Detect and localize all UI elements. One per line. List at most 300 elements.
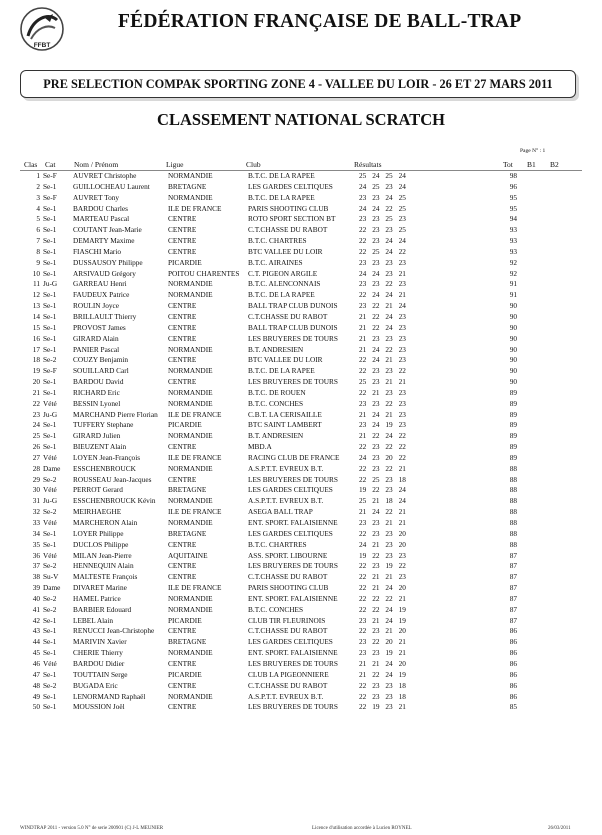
cell-s2: 22	[372, 550, 380, 560]
cell-s2: 24	[372, 507, 380, 517]
table-row	[20, 551, 530, 562]
cell-tot: 86	[509, 680, 518, 690]
cell-s3: 23	[385, 539, 393, 549]
cell-rank: 40	[32, 593, 40, 603]
table-row	[20, 507, 530, 518]
cell-s1: 22	[359, 366, 367, 376]
ranking-title: CLASSEMENT NATIONAL SCRATCH	[157, 110, 445, 129]
cell-s1: 23	[359, 648, 367, 658]
cell-s2: 21	[372, 496, 380, 506]
cell-s2: 24	[372, 409, 380, 419]
cell-s3: 24	[385, 192, 393, 202]
header-ligue: Ligue	[166, 160, 184, 169]
cell-rank: 44	[32, 637, 40, 647]
cell-s2: 24	[372, 171, 380, 180]
cell-name: MEIRHAEGHE	[73, 507, 122, 517]
cell-club: B.T.C. CHARTRES	[248, 539, 307, 549]
cell-cat: Se-1	[43, 181, 57, 191]
cell-s4: 23	[398, 387, 406, 397]
cell-s2: 25	[372, 246, 380, 256]
cell-name: DUCLOS Philippe	[73, 539, 129, 549]
cell-spacer	[412, 659, 510, 670]
cell-rank: 11	[32, 279, 40, 289]
cell-ligue: CENTRE	[168, 355, 197, 365]
cell-s4: 22	[398, 561, 406, 571]
cell-s1: 24	[359, 539, 367, 549]
cell-s2: 24	[372, 268, 380, 278]
cell-cat: Se-1	[43, 301, 57, 311]
cell-club: LES BRUYERES DE TOURS	[248, 333, 338, 343]
cell-tot: 87	[509, 561, 518, 571]
cell-s3: 20	[385, 452, 393, 462]
cell-name: BUGADA Eric	[73, 680, 118, 690]
cell-rank: 30	[32, 485, 40, 495]
cell-tot: 95	[509, 192, 518, 202]
cell-club: ENT. SPORT. FALAISIENNE	[248, 648, 338, 658]
cell-s4: 23	[398, 398, 406, 408]
cell-name: TUFFERY Stephane	[73, 420, 134, 430]
cell-s4: 21	[398, 268, 406, 278]
cell-cat: Se-F	[43, 171, 57, 180]
cell-s3: 23	[385, 680, 393, 690]
cell-rank: 36	[32, 550, 40, 560]
cell-cat: Vété	[43, 518, 57, 527]
cell-s3: 21	[385, 572, 393, 582]
cell-rank: 22	[32, 398, 40, 408]
cell-s4: 24	[398, 171, 406, 180]
federation-title: FÉDÉRATION FRANÇAISE DE BALL-TRAP	[118, 11, 522, 32]
cell-s1: 19	[359, 485, 367, 495]
cell-cat: Se-1	[43, 236, 57, 246]
cell-club: B.T.C. AIRAINES	[248, 257, 303, 267]
cell-spacer	[412, 377, 510, 388]
cell-cat: Se-2	[43, 474, 57, 484]
cell-ligue: ILE DE FRANCE	[168, 583, 222, 593]
cell-club: ASEGA BALL TRAP	[248, 507, 313, 517]
cell-rank: 34	[32, 528, 40, 538]
cell-club: LES GARDES CELTIQUES	[248, 637, 333, 647]
cell-rank: 20	[32, 377, 40, 387]
cell-s2: 22	[372, 301, 380, 311]
cell-s1: 25	[359, 171, 367, 180]
cell-tot: 88	[509, 463, 518, 473]
table-row	[20, 637, 530, 648]
cell-s1: 22	[359, 702, 367, 712]
cell-name: MARTEAU Pascal	[73, 214, 130, 224]
cell-s1: 22	[359, 236, 367, 246]
cell-s2: 21	[372, 387, 380, 397]
cell-s2: 23	[372, 236, 380, 246]
cell-name: GUILLOCHEAU Laurent	[73, 181, 150, 191]
cell-cat: Se-1	[43, 431, 57, 441]
cell-s4: 21	[398, 637, 406, 647]
cell-tot: 92	[509, 257, 518, 267]
cell-rank: 42	[32, 615, 40, 625]
cell-spacer	[412, 312, 510, 323]
cell-cat: Se-1	[43, 669, 57, 679]
cell-name: RICHARD Eric	[73, 387, 120, 397]
cell-tot: 88	[509, 507, 518, 517]
results-table	[20, 171, 530, 713]
cell-name: MALTESTE François	[73, 572, 138, 582]
cell-s2: 23	[372, 518, 380, 527]
cell-club: C.T.CHASSE DU RABOT	[248, 311, 328, 321]
cell-s2: 24	[372, 420, 380, 430]
cell-s4: 18	[398, 691, 406, 701]
cell-s4: 20	[398, 583, 406, 593]
cell-club: B.T.C. DE LA RAPEE	[248, 171, 315, 180]
cell-s4: 23	[398, 333, 406, 343]
cell-s3: 24	[385, 669, 393, 679]
cell-tot: 96	[509, 181, 518, 191]
cell-name: MARIVIN Xavier	[73, 637, 127, 647]
table-row	[20, 345, 530, 356]
cell-tot: 93	[509, 246, 518, 256]
cell-s1: 24	[359, 268, 367, 278]
cell-ligue: CENTRE	[168, 246, 197, 256]
cell-s3: 23	[385, 474, 393, 484]
cell-s1: 21	[359, 669, 367, 679]
cell-club: A.S.P.T.T. EVREUX B.T.	[248, 496, 324, 506]
cell-cat: Dame	[43, 463, 61, 473]
cell-name: PERROT Gerard	[73, 485, 123, 495]
cell-club: A.S.P.T.T. EVREUX B.T.	[248, 463, 324, 473]
cell-rank: 47	[32, 669, 40, 679]
cell-ligue: PICARDIE	[168, 257, 202, 267]
cell-s4: 23	[398, 572, 406, 582]
cell-s1: 21	[359, 322, 367, 332]
cell-club: B.T.C. CONCHES	[248, 604, 304, 614]
cell-club: BALL TRAP CLUB DUNOIS	[248, 322, 338, 332]
cell-ligue: ILE DE FRANCE	[168, 452, 222, 462]
cell-spacer	[412, 529, 510, 540]
cell-s1: 22	[359, 583, 367, 593]
cell-club: LES BRUYERES DE TOURS	[248, 561, 338, 571]
cell-s4: 23	[398, 279, 406, 289]
cell-s1: 22	[359, 474, 367, 484]
cell-s4: 23	[398, 322, 406, 332]
cell-s2: 21	[372, 615, 380, 625]
table-row	[20, 670, 530, 681]
cell-name: BRILLAULT Thierry	[73, 311, 137, 321]
cell-s2: 25	[372, 474, 380, 484]
cell-rank: 24	[32, 420, 40, 430]
cell-tot: 88	[509, 496, 518, 506]
cell-spacer	[412, 702, 510, 713]
cell-name: DUSSAUSOY Philippe	[73, 257, 143, 267]
cell-s1: 19	[359, 550, 367, 560]
cell-s2: 22	[372, 637, 380, 647]
cell-ligue: CENTRE	[168, 322, 197, 332]
cell-s2: 23	[372, 648, 380, 658]
cell-club: LES BRUYERES DE TOURS	[248, 377, 338, 387]
cell-name: LEBEL Alain	[73, 615, 114, 625]
cell-spacer	[412, 626, 510, 637]
cell-s4: 21	[398, 463, 406, 473]
cell-rank: 27	[32, 452, 40, 462]
footer-software: WINDTRAP 2011 - version 5.0 N° de serie 200901 (C) J-L MEUNIER	[20, 826, 164, 831]
results-body	[20, 171, 530, 713]
cell-tot: 87	[509, 593, 518, 603]
cell-rank: 5	[36, 214, 40, 224]
cell-spacer	[412, 193, 510, 204]
table-row	[20, 420, 530, 431]
cell-cat: Se-F	[43, 192, 57, 202]
cell-spacer	[412, 388, 510, 399]
cell-s4: 20	[398, 528, 406, 538]
cell-s4: 24	[398, 301, 406, 311]
cell-spacer	[412, 182, 510, 193]
cell-s4: 24	[398, 181, 406, 191]
cell-s2: 23	[372, 528, 380, 538]
cell-ligue: NORMANDIE	[168, 648, 213, 658]
cell-rank: 32	[32, 507, 40, 517]
cell-s3: 23	[385, 257, 393, 267]
cell-cat: Se-1	[43, 225, 57, 235]
cell-s2: 24	[372, 203, 380, 213]
cell-ligue: NORMANDIE	[168, 344, 213, 354]
cell-rank: 35	[32, 539, 40, 549]
cell-ligue: AQUITAINE	[168, 550, 208, 560]
cell-s1: 22	[359, 246, 367, 256]
cell-s1: 23	[359, 279, 367, 289]
cell-s2: 23	[372, 398, 380, 408]
cell-club: B.T.C. DE ROUEN	[248, 387, 306, 397]
cell-ligue: NORMANDIE	[168, 387, 213, 397]
cell-name: LENORMAND Raphaël	[73, 691, 146, 701]
cell-s4: 25	[398, 225, 406, 235]
cell-rank: 8	[36, 246, 40, 256]
cell-s2: 23	[372, 225, 380, 235]
cell-s1: 24	[359, 203, 367, 213]
cell-cat: Se-1	[43, 311, 57, 321]
cell-s1: 21	[359, 344, 367, 354]
cell-s2: 23	[372, 626, 380, 636]
cell-spacer	[412, 290, 510, 301]
cell-rank: 50	[32, 702, 40, 712]
cell-s1: 22	[359, 626, 367, 636]
cell-spacer	[412, 258, 510, 269]
cell-s1: 23	[359, 615, 367, 625]
cell-s2: 21	[372, 658, 380, 668]
cell-club: LES BRUYERES DE TOURS	[248, 474, 338, 484]
cell-s4: 22	[398, 452, 406, 462]
cell-s4: 18	[398, 474, 406, 484]
cell-club: C.T.CHASSE DU RABOT	[248, 572, 328, 582]
cell-spacer	[412, 399, 510, 410]
cell-s3: 20	[385, 637, 393, 647]
table-row	[20, 410, 530, 421]
cell-tot: 90	[509, 355, 518, 365]
cell-s3: 22	[385, 442, 393, 452]
table-row	[20, 659, 530, 670]
cell-spacer	[412, 366, 510, 377]
cell-s2: 21	[372, 583, 380, 593]
cell-name: MOUSSION Joël	[73, 702, 125, 712]
cell-ligue: PICARDIE	[168, 615, 202, 625]
cell-s1: 24	[359, 181, 367, 191]
cell-s4: 21	[398, 377, 406, 387]
cell-rank: 2	[36, 181, 40, 191]
cell-s4: 24	[398, 496, 406, 506]
cell-s2: 22	[372, 485, 380, 495]
cell-s4: 23	[398, 214, 406, 224]
cell-s2: 23	[372, 680, 380, 690]
cell-s4: 23	[398, 311, 406, 321]
table-row	[20, 464, 530, 475]
cell-s3: 24	[385, 311, 393, 321]
cell-club: LES BRUYERES DE TOURS	[248, 702, 338, 712]
cell-ligue: BRETAGNE	[168, 637, 207, 647]
cell-tot: 86	[509, 626, 518, 636]
ffbt-logo	[19, 6, 65, 52]
cell-name: BARDOU David	[73, 377, 124, 387]
cell-cat: Se-F	[43, 366, 57, 376]
table-row	[20, 323, 530, 334]
cell-s2: 22	[372, 431, 380, 441]
table-row	[20, 518, 530, 529]
header-results: Résultats	[354, 160, 382, 169]
cell-ligue: NORMANDIE	[168, 463, 213, 473]
cell-cat: Se-1	[43, 648, 57, 658]
cell-s3: 23	[385, 333, 393, 343]
cell-rank: 7	[36, 236, 40, 246]
cell-ligue: NORMANDIE	[168, 496, 213, 506]
cell-ligue: CENTRE	[168, 236, 197, 246]
page-number: Page N° : 1	[520, 148, 546, 154]
cell-s2: 24	[372, 355, 380, 365]
cell-rank: 33	[32, 518, 40, 527]
cell-s2: 23	[372, 691, 380, 701]
cell-tot: 91	[509, 290, 518, 300]
cell-name: BIEUZENT Alain	[73, 442, 127, 452]
header-cat: Cat	[45, 160, 56, 169]
cell-s4: 21	[398, 593, 406, 603]
cell-club: BALL TRAP CLUB DUNOIS	[248, 301, 338, 311]
cell-tot: 95	[509, 203, 518, 213]
cell-spacer	[412, 681, 510, 692]
cell-ligue: CENTRE	[168, 626, 197, 636]
cell-rank: 39	[32, 583, 40, 593]
cell-s3: 23	[385, 702, 393, 712]
cell-name: TOUTTAIN Serge	[73, 669, 128, 679]
cell-rank: 19	[32, 366, 40, 376]
cell-s2: 23	[372, 452, 380, 462]
table-row	[20, 377, 530, 388]
logo-text: FFBT	[33, 42, 51, 49]
cell-spacer	[412, 551, 510, 562]
cell-tot: 87	[509, 572, 518, 582]
cell-ligue: CENTRE	[168, 658, 197, 668]
table-row	[20, 301, 530, 312]
cell-cat: Vété	[43, 550, 57, 560]
cell-spacer	[412, 442, 510, 453]
table-row	[20, 258, 530, 269]
cell-s3: 22	[385, 203, 393, 213]
cell-name: MILAN Jean-Pierre	[73, 550, 132, 560]
cell-cat: Ju-G	[43, 496, 58, 506]
table-row	[20, 366, 530, 377]
cell-s1: 22	[359, 225, 367, 235]
cell-cat: Se-1	[43, 246, 57, 256]
cell-spacer	[412, 670, 510, 681]
cell-tot: 86	[509, 669, 518, 679]
cell-cat: Se-1	[43, 528, 57, 538]
table-row	[20, 312, 530, 323]
cell-tot: 88	[509, 528, 518, 538]
cell-ligue: NORMANDIE	[168, 431, 213, 441]
cell-s2: 22	[372, 604, 380, 614]
cell-s3: 22	[385, 507, 393, 517]
cell-s1: 25	[359, 496, 367, 506]
cell-ligue: NORMANDIE	[168, 593, 213, 603]
cell-s3: 22	[385, 279, 393, 289]
cell-s3: 23	[385, 225, 393, 235]
cell-rank: 45	[32, 648, 40, 658]
cell-s2: 22	[372, 322, 380, 332]
cell-cat: Se-1	[43, 268, 57, 278]
table-row	[20, 225, 530, 236]
cell-rank: 26	[32, 442, 40, 452]
cell-ligue: POITOU CHARENTES	[168, 268, 240, 278]
cell-spacer	[412, 507, 510, 518]
cell-rank: 14	[32, 311, 40, 321]
cell-rank: 1	[36, 171, 40, 180]
cell-s3: 19	[385, 420, 393, 430]
cell-spacer	[412, 269, 510, 280]
cell-cat: Se-2	[43, 604, 57, 614]
cell-tot: 90	[509, 311, 518, 321]
cell-tot: 89	[509, 387, 518, 397]
cell-s4: 19	[398, 615, 406, 625]
cell-club: ROTO SPORT SECTION BT	[248, 214, 336, 224]
cell-s1: 21	[359, 658, 367, 668]
cell-spacer	[412, 323, 510, 334]
cell-spacer	[412, 345, 510, 356]
cell-tot: 87	[509, 604, 518, 614]
cell-cat: Se-2	[43, 680, 57, 690]
cell-s1: 23	[359, 420, 367, 430]
cell-spacer	[412, 247, 510, 258]
cell-s3: 24	[385, 246, 393, 256]
cell-s3: 24	[385, 658, 393, 668]
cell-s4: 20	[398, 539, 406, 549]
cell-spacer	[412, 692, 510, 703]
cell-rank: 9	[36, 257, 40, 267]
cell-cat: Se-1	[43, 203, 57, 213]
cell-ligue: CENTRE	[168, 702, 197, 712]
cell-cat: Se-2	[43, 507, 57, 517]
cell-ligue: ILE DE FRANCE	[168, 203, 222, 213]
cell-s2: 22	[372, 669, 380, 679]
cell-name: GIRARD Alain	[73, 333, 119, 343]
cell-tot: 94	[509, 214, 518, 224]
cell-rank: 37	[32, 561, 40, 571]
cell-ligue: CENTRE	[168, 301, 197, 311]
table-row	[20, 334, 530, 345]
table-row	[20, 616, 530, 627]
cell-spacer	[412, 204, 510, 215]
cell-ligue: CENTRE	[168, 225, 197, 235]
cell-ligue: NORMANDIE	[168, 398, 213, 408]
cell-club: B.T.C. ALENCONNAIS	[248, 279, 321, 289]
table-row	[20, 399, 530, 410]
cell-s3: 23	[385, 268, 393, 278]
cell-cat: Se-1	[43, 387, 57, 397]
cell-s2: 23	[372, 561, 380, 571]
cell-s3: 21	[385, 518, 393, 527]
cell-name: PANIER Pascal	[73, 344, 120, 354]
